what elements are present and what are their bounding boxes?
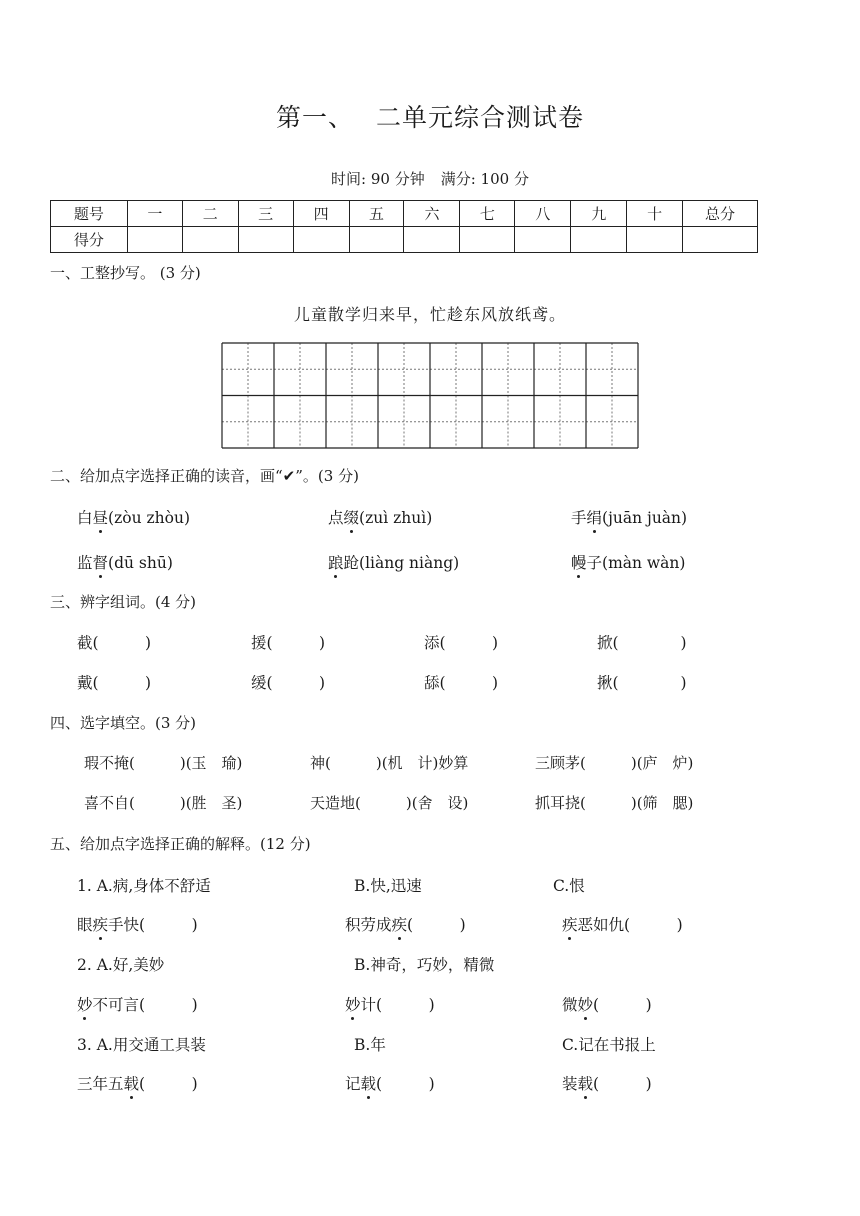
- section-5-heading: 五、给加点字选择正确的解释。(12 分): [50, 835, 311, 853]
- score-header-cell: 二: [182, 201, 238, 227]
- option-text: 1. A.病,身体不舒适: [77, 877, 211, 895]
- score-table-header-row: [51, 201, 758, 227]
- score-cell[interactable]: [127, 227, 182, 253]
- pinyin-item[interactable]: 点缀(zuì zhuì): [328, 506, 432, 528]
- score-cell[interactable]: [293, 227, 349, 253]
- score-header-cell: 六: [404, 201, 460, 227]
- dotted-char: 疾: [392, 913, 408, 935]
- pinyin-item[interactable]: 踉跄(liàng niàng): [328, 551, 459, 573]
- word-blank[interactable]: 缓( ): [251, 674, 326, 692]
- score-cell[interactable]: [571, 227, 627, 253]
- score-cell[interactable]: [460, 227, 515, 253]
- title-part-b: 二单元综合测试卷: [376, 103, 585, 132]
- score-header-cell: 十: [627, 201, 683, 227]
- fill-blank-item[interactable]: 瑕不掩( )(玉 瑜): [84, 754, 243, 772]
- option-text: 2. A.好,美妙: [77, 956, 165, 974]
- word-blank[interactable]: 戴( ): [77, 674, 152, 692]
- page-title: [0, 98, 860, 134]
- score-header-cell: 一: [127, 201, 182, 227]
- meaning-item[interactable]: 装载( ): [562, 1072, 652, 1094]
- dotted-char: 妙: [77, 993, 93, 1015]
- pinyin-item[interactable]: 白昼(zòu zhòu): [77, 506, 190, 528]
- fill-blank-item[interactable]: 抓耳挠( )(筛 腮): [535, 794, 694, 812]
- dotted-char: 绢: [587, 506, 603, 528]
- fill-blank-item[interactable]: 天造地( )(舍 设): [310, 794, 469, 812]
- section-2-heading: 二、给加点字选择正确的读音，画“✔”。(3 分): [50, 467, 359, 485]
- meaning-item[interactable]: 妙计( ): [345, 993, 435, 1015]
- writing-grid[interactable]: [221, 342, 639, 450]
- section-1-heading: 一、工整抄写。 (3 分): [50, 264, 201, 282]
- fill-blank-item[interactable]: 三顾茅( )(庐 炉): [535, 754, 694, 772]
- meaning-item[interactable]: 疾恶如仇( ): [562, 913, 683, 935]
- word-blank[interactable]: 援( ): [251, 634, 326, 652]
- dotted-char: 妙: [578, 993, 594, 1015]
- score-cell[interactable]: [404, 227, 460, 253]
- option-text: B.神奇，巧妙，精微: [354, 956, 495, 974]
- option-text: B.快,迅速: [354, 877, 422, 895]
- exam-time: 时间: 90 分钟: [331, 170, 425, 188]
- dotted-char: 载: [578, 1072, 594, 1094]
- dotted-char: 疾: [562, 913, 578, 935]
- dotted-char: 载: [361, 1072, 377, 1094]
- pinyin-item[interactable]: 监督(dū shū): [77, 551, 173, 573]
- fill-blank-item[interactable]: 喜不自( )(胜 圣): [84, 794, 243, 812]
- dotted-char: 幔: [571, 551, 587, 573]
- title-part-a: 第一、: [275, 103, 354, 132]
- dotted-char: 载: [124, 1072, 140, 1094]
- fill-blank-item[interactable]: 神( )(机 计)妙算: [310, 754, 469, 772]
- section-4-heading: 四、选字填空。(3 分): [50, 714, 197, 732]
- score-header-cell: 三: [238, 201, 293, 227]
- copy-poem: 儿童散学归来早，忙趁东风放纸鸢。: [293, 305, 566, 324]
- dotted-char: 疾: [93, 913, 109, 935]
- word-blank[interactable]: 截( ): [77, 634, 152, 652]
- exam-full-score: 满分: 100 分: [440, 170, 529, 188]
- meaning-item[interactable]: 妙不可言( ): [77, 993, 198, 1015]
- score-cell[interactable]: [349, 227, 404, 253]
- score-header-cell: 四: [293, 201, 349, 227]
- option-text: C.恨: [553, 877, 585, 895]
- word-blank[interactable]: 舔( ): [424, 674, 499, 692]
- exam-info: [0, 168, 860, 189]
- dotted-char: 踉: [328, 551, 344, 573]
- option-text: 3. A.用交通工具装: [77, 1036, 206, 1054]
- meaning-item[interactable]: 记载( ): [345, 1072, 435, 1094]
- word-blank[interactable]: 掀( ): [597, 634, 687, 652]
- score-header-cell: 七: [460, 201, 515, 227]
- dotted-char: 督: [93, 551, 109, 573]
- score-row-label: 得分: [51, 227, 128, 253]
- score-cell[interactable]: [627, 227, 683, 253]
- meaning-item[interactable]: 积劳成疾( ): [345, 913, 466, 935]
- option-text: C.记在书报上: [562, 1036, 656, 1054]
- section-3-heading: 三、辨字组词。(4 分): [50, 593, 197, 611]
- score-header-cell: 总分: [683, 201, 758, 227]
- dotted-char: 昼: [93, 506, 109, 528]
- score-header-cell: 五: [349, 201, 404, 227]
- meaning-item[interactable]: 眼疾手快( ): [77, 913, 198, 935]
- option-text: B.年: [354, 1036, 386, 1054]
- meaning-item[interactable]: 三年五载( ): [77, 1072, 198, 1094]
- dotted-char: 妙: [345, 993, 361, 1015]
- score-header-cell: 八: [515, 201, 571, 227]
- meaning-item[interactable]: 微妙( ): [562, 993, 652, 1015]
- pinyin-item[interactable]: 幔子(màn wàn): [571, 551, 685, 573]
- score-cell[interactable]: [515, 227, 571, 253]
- score-table: [50, 200, 758, 253]
- score-cell[interactable]: [182, 227, 238, 253]
- score-header-cell: 题号: [51, 201, 128, 227]
- score-cell[interactable]: [238, 227, 293, 253]
- word-blank[interactable]: 揪( ): [597, 674, 687, 692]
- score-table-score-row: [51, 227, 758, 253]
- word-blank[interactable]: 添( ): [424, 634, 499, 652]
- score-header-cell: 九: [571, 201, 627, 227]
- dotted-char: 缀: [344, 506, 360, 528]
- score-cell[interactable]: [683, 227, 758, 253]
- pinyin-item[interactable]: 手绢(juān juàn): [571, 506, 687, 528]
